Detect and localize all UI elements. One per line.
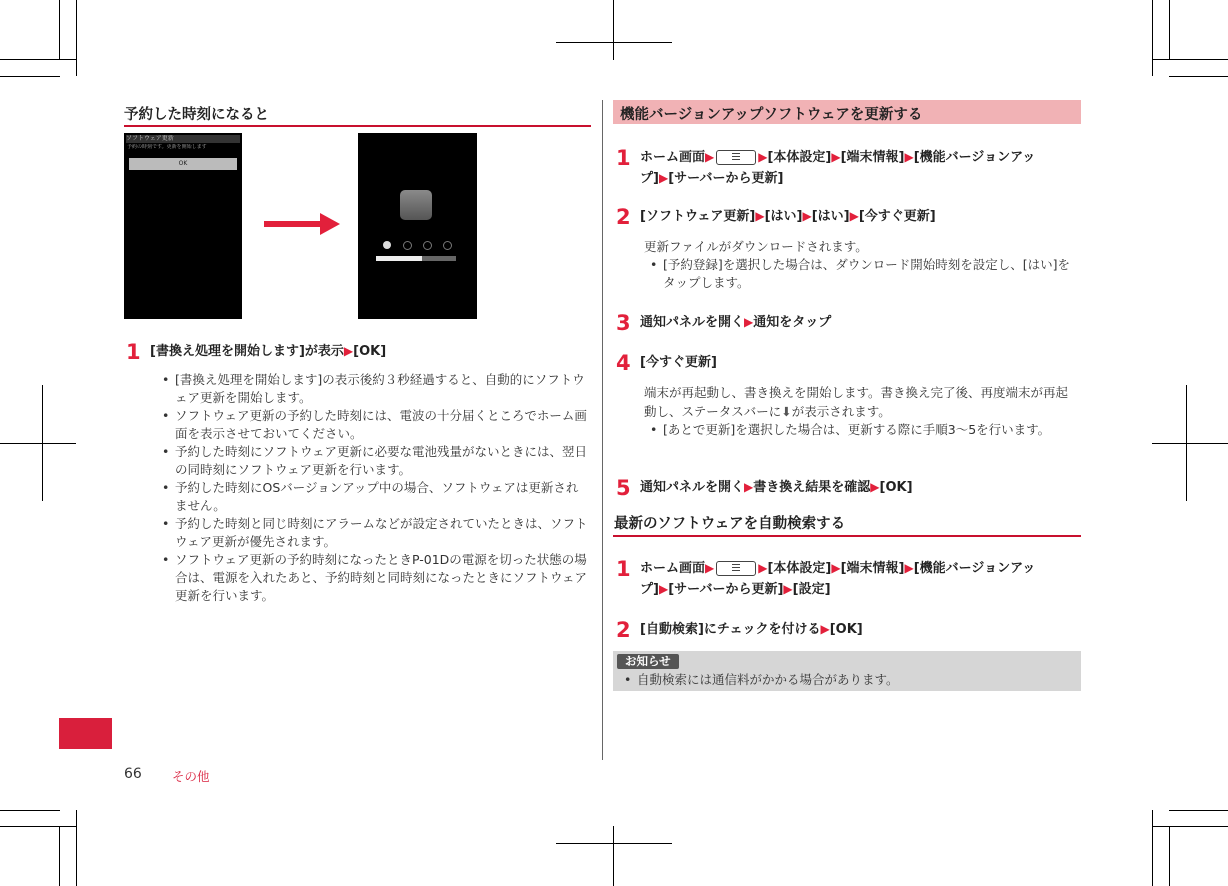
progress-dots [383, 241, 453, 250]
list-item: • ソフトウェア更新の予約時刻になったときP-01Dの電源を切った状態の場合は、電源を入れたあと、予約時刻と同時刻になったときにソフトウェア更新を行います。 [162, 551, 590, 605]
step-bullet-list [650, 421, 1080, 439]
list-item: • [あとで更新]を選択した場合は、更新する際に手順3～5を行います。 [650, 421, 1080, 439]
progress-bar [376, 256, 456, 261]
step-instruction: 通知パネルを開く▶通知をタップ [640, 315, 832, 330]
step-number: 1 [616, 146, 631, 170]
step-instruction: [書換え処理を開始します]が表示▶[OK] [150, 344, 387, 359]
list-item: • ソフトウェア更新の予約した時刻には、電波の十分届くところでホーム画面を表示させておいてください。 [162, 407, 590, 443]
update-app-icon [400, 190, 432, 220]
left-heading-rule [124, 125, 591, 127]
step-number: 4 [616, 351, 631, 375]
download-arrow-icon: ⬇ [781, 404, 792, 419]
list-item: • [書換え処理を開始します]の表示後約３秒経過すると、自動的にソフトウェア更新を開始します。 [162, 371, 590, 407]
menu-key-icon [716, 561, 756, 576]
list-item: • 予約した時刻と同じ時刻にアラームなどが設定されていたときは、ソフトウェア更新が優先されます。 [162, 515, 590, 551]
list-item: • 予約した時刻にOSバージョンアップ中の場合、ソフトウェアは更新されません。 [162, 479, 590, 515]
step-instruction: [ソフトウェア更新]▶[はい]▶[はい]▶[今すぐ更新] [640, 209, 936, 224]
right-heading-2: 最新のソフトウェアを自動検索する [614, 516, 846, 532]
menu-key-icon [716, 150, 756, 165]
section-name: その他 [172, 769, 210, 784]
left-bullet-list [162, 371, 590, 605]
step-instruction: [今すぐ更新] [640, 355, 717, 370]
step-instruction: ホーム画面▶ ▶[本体設定]▶[端末情報]▶[機能バージョンアップ]▶[サーバーから更新]▶[設定] [640, 561, 1036, 597]
list-item: • [予約登録]を選択した場合は、ダウンロード開始時刻を設定し、[はい]をタップします。 [650, 256, 1080, 292]
step-number: 2 [616, 618, 631, 642]
step-number: 1 [126, 340, 141, 364]
dialog-message: 予約の時刻です。更新を開始します [127, 144, 207, 150]
column-divider [602, 100, 603, 760]
step-instruction: ホーム画面▶ ▶[本体設定]▶[端末情報]▶[機能バージョンアップ]▶[サーバーから更新] [640, 150, 1036, 186]
step-number: 2 [616, 205, 631, 229]
step-number: 1 [616, 557, 631, 581]
right-heading-1: 機能バージョンアップソフトウェアを更新する [620, 107, 923, 123]
notice-tag: お知らせ [617, 654, 679, 669]
step-label: [書換え処理を開始します]が表示 [150, 344, 344, 359]
step-description: 端末が再起動し、書き換えを開始します。書き換え完了後、再度端末が再起動し、ステータスバーに⬇が表示されます。 [644, 385, 1069, 419]
dialog-ok-button[interactable]: OK [129, 158, 237, 170]
left-heading: 予約した時刻になると [124, 107, 269, 123]
transition-arrow-icon [264, 213, 340, 235]
right-heading-2-rule [613, 535, 1081, 537]
list-item: • 予約した時刻にソフトウェア更新に必要な電池残量がないときには、翌日の同時刻にソフトウェア更新を行います。 [162, 443, 590, 479]
step-number: 5 [616, 476, 631, 500]
ok-label: [OK] [353, 344, 387, 359]
step-instruction: [自動検索]にチェックを付ける▶[OK] [640, 622, 863, 637]
phone-screen-updating [358, 133, 477, 319]
step-bullet-list [650, 256, 1080, 292]
dialog-title: ソフトウェア更新 [126, 135, 240, 143]
step-number: 3 [616, 311, 631, 335]
step-instruction: 通知パネルを開く▶書き換え結果を確認▶[OK] [640, 480, 913, 495]
phone-screen-dialog [124, 133, 242, 319]
page-number: 66 [124, 766, 142, 782]
index-tab [59, 718, 112, 749]
notice-list [624, 671, 1074, 689]
step-description: 更新ファイルがダウンロードされます。 [644, 239, 868, 254]
list-item: • 自動検索には通信料がかかる場合があります。 [624, 671, 1074, 689]
